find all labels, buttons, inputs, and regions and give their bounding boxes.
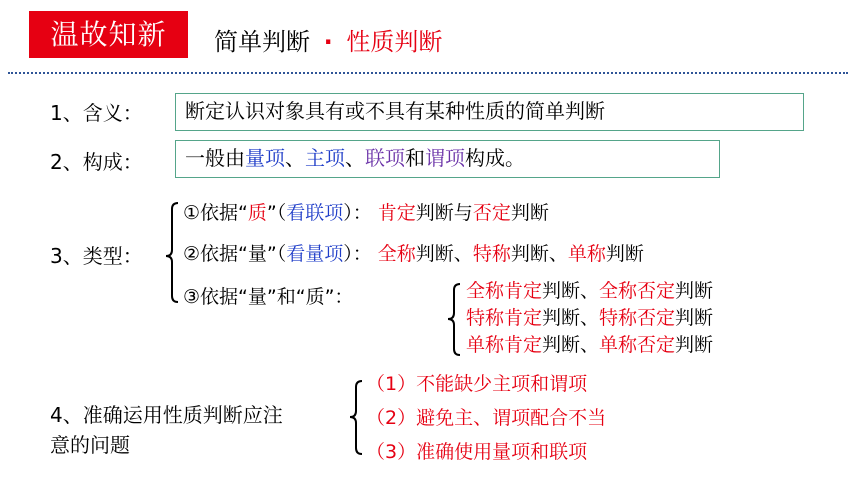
- item2-part: 构成。: [465, 146, 525, 170]
- sub-type-2: [466, 305, 713, 331]
- type-text: 判断、: [415, 243, 473, 265]
- sub-type-text: 判断: [675, 334, 714, 356]
- sub-type-key: 特称否定: [599, 307, 676, 329]
- notes-bracket: [350, 381, 362, 454]
- sub-type-3: [466, 332, 713, 358]
- sub-type-key: 单称否定: [599, 334, 676, 356]
- type-text: ②依据“: [183, 243, 248, 265]
- type-result: 特称: [472, 243, 511, 265]
- sub-type-text: 判断、: [542, 334, 600, 356]
- type-hint: 看量项: [286, 243, 344, 265]
- subtitle-suffix: 性质判断: [346, 28, 443, 56]
- sub-type-text: 判断、: [542, 280, 600, 302]
- type-result: 全称: [377, 243, 416, 265]
- type-line-3: [183, 284, 353, 310]
- item4-label-line2: 意的问题: [50, 433, 130, 457]
- item2-term-quantifier: 量项: [245, 146, 285, 170]
- type-text: 判断: [605, 243, 644, 265]
- subtitle-dot: ·: [323, 28, 333, 56]
- type-text: 判断与: [415, 202, 473, 224]
- type-text: ”（: [266, 202, 287, 224]
- type-text: ）：: [343, 243, 372, 265]
- item3-label: 3、类型：: [50, 244, 143, 268]
- sub-type-text: 判断: [675, 280, 714, 302]
- item2-part: 、: [345, 146, 365, 170]
- note-1: （1）不能缺少主项和谓项: [366, 373, 588, 395]
- note-3: （3）准确使用量项和联项: [366, 441, 588, 463]
- item4-label-line1: 4、准确运用性质判断应注: [50, 403, 283, 427]
- item1-label: 1、含义：: [50, 101, 143, 125]
- type-text: ）：: [343, 202, 372, 224]
- type-key: 量: [247, 243, 267, 265]
- item2-part: 一般由: [185, 146, 245, 170]
- sub-bracket: [448, 284, 460, 355]
- sub-type-key: 全称否定: [599, 280, 676, 302]
- sub-type-key: 单称肯定: [466, 334, 543, 356]
- type-text: ①依据“: [183, 202, 248, 224]
- sub-type-text: 判断、: [542, 307, 600, 329]
- item2-part: 和: [405, 146, 425, 170]
- type-key: 质: [247, 202, 267, 224]
- item2-term-subject: 主项: [305, 146, 345, 170]
- sub-type-text: 判断: [675, 307, 714, 329]
- type-text: 判断、: [510, 243, 568, 265]
- title-badge: 温故知新: [29, 11, 188, 58]
- type-result: 否定: [472, 202, 511, 224]
- item2-part: 、: [285, 146, 305, 170]
- type-result: 单称: [567, 243, 606, 265]
- item2-term-copula: 联项: [365, 146, 405, 170]
- type-result: 肯定: [377, 202, 416, 224]
- note-2: （2）避免主、谓项配合不当: [366, 407, 607, 429]
- item1-text: 断定认识对象具有或不具有某种性质的简单判断: [185, 99, 605, 123]
- item2-term-predicate: 谓项: [425, 146, 465, 170]
- sub-type-key: 全称肯定: [466, 280, 543, 302]
- sub-type-1: [466, 278, 713, 304]
- type-hint: 看联项: [286, 202, 344, 224]
- item2-label: 2、构成：: [50, 150, 143, 174]
- type-bracket: [166, 203, 178, 302]
- type-text: 判断: [510, 202, 549, 224]
- type-text: ③依据“量”和“质”：: [183, 286, 354, 308]
- type-line-2: [183, 241, 644, 267]
- sub-type-key: 特称肯定: [466, 307, 543, 329]
- subtitle-prefix: 简单判断: [214, 28, 310, 56]
- type-text: ”（: [266, 243, 287, 265]
- type-line-1: [183, 200, 549, 226]
